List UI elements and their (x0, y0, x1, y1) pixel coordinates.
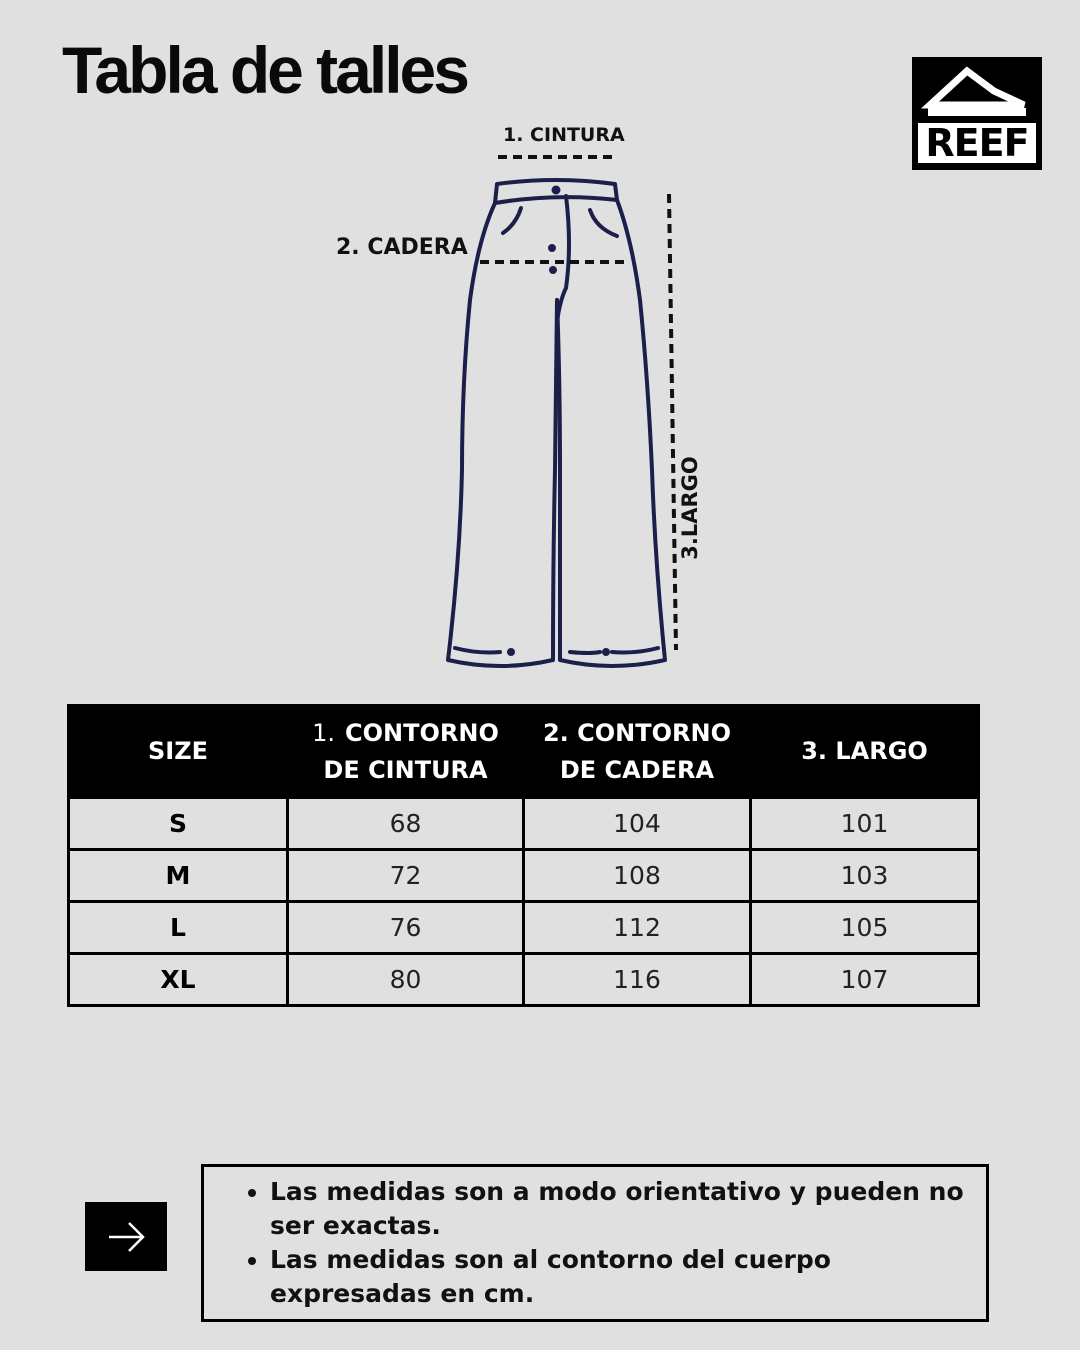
label-largo: 3.LARGO (678, 456, 702, 560)
cell-largo: 107 (751, 954, 979, 1006)
reef-wave-icon (912, 57, 1042, 123)
table-header-row (69, 706, 979, 798)
cell-cadera: 112 (524, 902, 751, 954)
cell-cintura: 68 (288, 798, 524, 850)
cell-cadera: 104 (524, 798, 751, 850)
cell-largo: 101 (751, 798, 979, 850)
table-row (69, 798, 979, 850)
size-table (67, 704, 980, 1007)
notes-list (204, 1175, 986, 1311)
header-size: SIZE (69, 706, 288, 798)
page-title: Tabla de talles (62, 33, 467, 107)
cell-cintura: 72 (288, 850, 524, 902)
brand-name: REEF (918, 123, 1036, 163)
header-largo: 3. LARGO (751, 706, 979, 798)
cell-cadera: 108 (524, 850, 751, 902)
table-row (69, 850, 979, 902)
cell-size: M (69, 850, 288, 902)
cell-size: S (69, 798, 288, 850)
header-contorno-cadera: 2. CONTORNO DE CADERA (524, 706, 751, 798)
header-contorno-cintura: 1. CONTORNO DE CINTURA (288, 706, 524, 798)
note-item: • Las medidas son a modo orientativo y pueden no ser exactas. (270, 1175, 986, 1243)
cell-cintura: 76 (288, 902, 524, 954)
cell-cintura: 80 (288, 954, 524, 1006)
table-row (69, 902, 979, 954)
table-row (69, 954, 979, 1006)
notes-box (201, 1164, 989, 1322)
reef-logo (912, 57, 1042, 170)
measure-lines (480, 157, 676, 650)
cell-largo: 105 (751, 902, 979, 954)
pants-drawing (448, 180, 665, 666)
cell-size: XL (69, 954, 288, 1006)
cell-cadera: 116 (524, 954, 751, 1006)
largo-line (669, 194, 676, 650)
cell-largo: 103 (751, 850, 979, 902)
cell-size: L (69, 902, 288, 954)
note-item: • Las medidas son al contorno del cuerpo expresadas en cm. (270, 1243, 986, 1311)
label-cintura: 1. CINTURA (503, 124, 625, 146)
arrow-right-icon (85, 1202, 167, 1271)
label-cadera: 2. CADERA (336, 235, 468, 260)
next-button[interactable] (85, 1202, 167, 1271)
